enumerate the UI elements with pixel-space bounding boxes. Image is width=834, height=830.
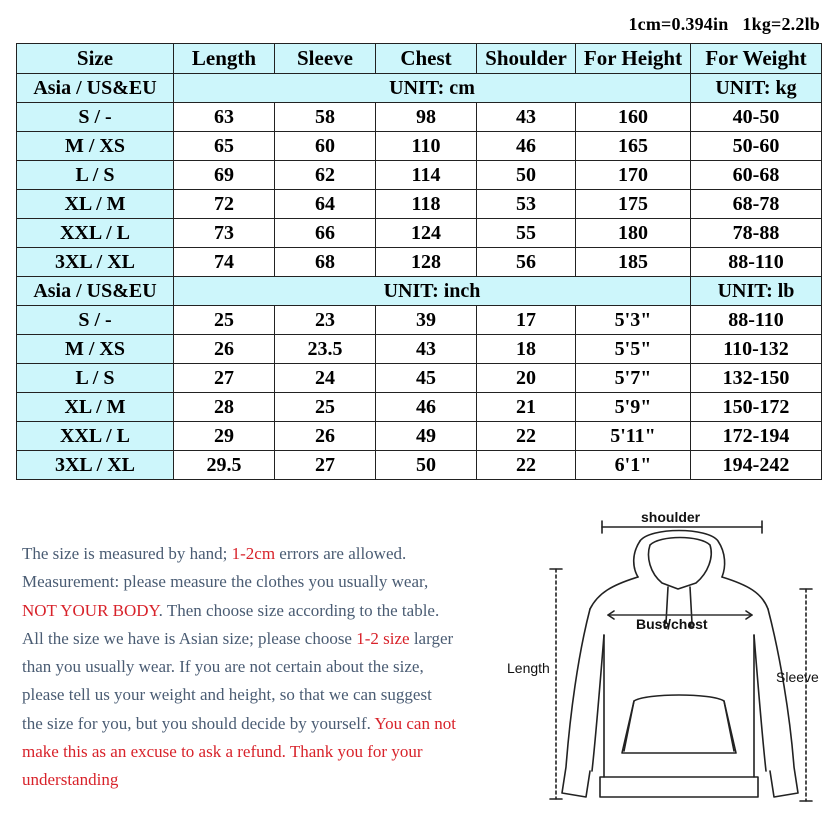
- table-cell: 17: [477, 306, 576, 335]
- table-cell: 68-78: [691, 190, 822, 219]
- table-cell: 20: [477, 364, 576, 393]
- note-line: [22, 597, 512, 625]
- note-text: please tell us your weight and height, so that we can suggest: [22, 685, 432, 705]
- table-cell: 25: [174, 306, 275, 335]
- note-text: errors are allowed.: [275, 544, 407, 563]
- table-cell: 50: [376, 451, 477, 480]
- table-cell: 66: [275, 219, 376, 248]
- table-cell: 98: [376, 103, 477, 132]
- table-cell: 18: [477, 335, 576, 364]
- table-cell: 110-132: [691, 335, 822, 364]
- table-cell: 50: [477, 161, 576, 190]
- table-cell: 88-110: [691, 306, 822, 335]
- table-cell: 43: [376, 335, 477, 364]
- table-cell: 165: [576, 132, 691, 161]
- table-cell: 60: [275, 132, 376, 161]
- table-cell: 26: [275, 422, 376, 451]
- note-line: [22, 540, 512, 568]
- table-cell: 5'9": [576, 393, 691, 422]
- note-text: larger: [409, 628, 454, 648]
- note-highlight: make this as an excuse to ask a refund. Thank you for your: [22, 742, 423, 762]
- table-row: [17, 161, 822, 190]
- note-line: [22, 653, 512, 681]
- region-label: Asia / US&EU: [17, 74, 174, 103]
- table-row: [17, 451, 822, 480]
- table-cell: 53: [477, 190, 576, 219]
- note-highlight: understanding: [22, 770, 119, 790]
- table-cell: 74: [174, 248, 275, 277]
- note-highlight: 1-2 size: [356, 628, 410, 648]
- table-cell: 6'1": [576, 451, 691, 480]
- table-cell: 60-68: [691, 161, 822, 190]
- table-cell: 26: [174, 335, 275, 364]
- table-cell: 50-60: [691, 132, 822, 161]
- table-cell: 22: [477, 422, 576, 451]
- note-text: The size is measured by hand;: [22, 544, 232, 563]
- table-cell: 58: [275, 103, 376, 132]
- header-length: Length: [174, 44, 275, 74]
- table-cell: 68: [275, 248, 376, 277]
- table-cell: 23: [275, 306, 376, 335]
- table-cell: 69: [174, 161, 275, 190]
- table-cell: 175: [576, 190, 691, 219]
- shoulder-label: shoulder: [641, 509, 701, 525]
- header-for-weight: For Weight: [691, 44, 822, 74]
- table-cell: 110: [376, 132, 477, 161]
- table-cell: 150-172: [691, 393, 822, 422]
- table-row: [17, 219, 822, 248]
- table-cell: 5'3": [576, 306, 691, 335]
- table-cell: 27: [174, 364, 275, 393]
- size-chart-table: [16, 43, 822, 480]
- table-row: [17, 335, 822, 364]
- note-line: [22, 625, 512, 653]
- sizing-notes: [22, 540, 512, 795]
- kg-lb-conversion: 1kg=2.2lb: [742, 14, 820, 34]
- table-cell: 49: [376, 422, 477, 451]
- header-shoulder: Shoulder: [477, 44, 576, 74]
- table-cell: 25: [275, 393, 376, 422]
- header-for-height: For Height: [576, 44, 691, 74]
- table-row: [17, 190, 822, 219]
- table-cell: 118: [376, 190, 477, 219]
- note-text: All the size we have is Asian size; please choose: [22, 628, 357, 648]
- table-cell: 73: [174, 219, 275, 248]
- table-cell: 43: [477, 103, 576, 132]
- table-cell: 46: [376, 393, 477, 422]
- table-cell: 27: [275, 451, 376, 480]
- size-cell: S / -: [17, 306, 174, 335]
- note-line: [22, 710, 512, 738]
- table-cell: 39: [376, 306, 477, 335]
- note-line: [22, 681, 512, 709]
- table-row: [17, 306, 822, 335]
- table-cell: 132-150: [691, 364, 822, 393]
- table-row: [17, 393, 822, 422]
- table-cell: 62: [275, 161, 376, 190]
- header-sleeve: Sleeve: [275, 44, 376, 74]
- measure-unit-label: UNIT: cm: [174, 74, 691, 103]
- table-row: [17, 248, 822, 277]
- size-cell: M / XS: [17, 132, 174, 161]
- table-cell: 64: [275, 190, 376, 219]
- sleeve-label: Sleeve: [776, 669, 819, 685]
- table-cell: 160: [576, 103, 691, 132]
- weight-unit-label: UNIT: kg: [691, 74, 822, 103]
- size-cell: M / XS: [17, 335, 174, 364]
- size-cell: L / S: [17, 364, 174, 393]
- table-cell: 45: [376, 364, 477, 393]
- size-cell: 3XL / XL: [17, 451, 174, 480]
- table-cell: 124: [376, 219, 477, 248]
- table-cell: 194-242: [691, 451, 822, 480]
- table-cell: 29: [174, 422, 275, 451]
- size-cell: L / S: [17, 161, 174, 190]
- table-cell: 40-50: [691, 103, 822, 132]
- table-cell: 65: [174, 132, 275, 161]
- hoodie-outline-icon: [500, 505, 834, 825]
- table-cell: 185: [576, 248, 691, 277]
- note-highlight: 1-2cm: [231, 544, 276, 563]
- table-cell: 172-194: [691, 422, 822, 451]
- size-cell: XL / M: [17, 393, 174, 422]
- bust-chest-label: Bust/chest: [636, 616, 708, 632]
- table-row: [17, 103, 822, 132]
- table-cell: 21: [477, 393, 576, 422]
- note-line: [22, 766, 512, 794]
- note-line: [22, 568, 512, 596]
- unit-row: [17, 74, 822, 103]
- table-cell: 78-88: [691, 219, 822, 248]
- table-cell: 5'7": [576, 364, 691, 393]
- table-cell: 22: [477, 451, 576, 480]
- size-cell: S / -: [17, 103, 174, 132]
- table-cell: 5'5": [576, 335, 691, 364]
- header-chest: Chest: [376, 44, 477, 74]
- table-cell: 114: [376, 161, 477, 190]
- note-line: [22, 738, 512, 766]
- cm-inch-conversion: 1cm=0.394in: [628, 14, 729, 34]
- table-row: [17, 132, 822, 161]
- measure-unit-label: UNIT: inch: [174, 277, 691, 306]
- table-cell: 5'11": [576, 422, 691, 451]
- hoodie-measurement-diagram: [500, 505, 834, 825]
- weight-unit-label: UNIT: lb: [691, 277, 822, 306]
- table-cell: 28: [174, 393, 275, 422]
- table-cell: 56: [477, 248, 576, 277]
- table-header-row: [17, 44, 822, 74]
- header-size: Size: [17, 44, 174, 74]
- note-highlight: NOT YOUR BODY: [22, 600, 159, 620]
- note-text: . Then choose size according to the table.: [158, 600, 440, 620]
- table-cell: 88-110: [691, 248, 822, 277]
- note-text: the size for you, but you should decide by yourself.: [22, 713, 375, 733]
- table-row: [17, 422, 822, 451]
- note-text: Measurement: please measure the clothes you usually wear,: [22, 572, 429, 592]
- table-cell: 46: [477, 132, 576, 161]
- table-cell: 72: [174, 190, 275, 219]
- size-cell: XL / M: [17, 190, 174, 219]
- table-cell: 23.5: [275, 335, 376, 364]
- table-cell: 180: [576, 219, 691, 248]
- unit-conversion: [614, 14, 820, 35]
- length-label: Length: [507, 660, 550, 676]
- table-cell: 55: [477, 219, 576, 248]
- table-cell: 128: [376, 248, 477, 277]
- size-cell: 3XL / XL: [17, 248, 174, 277]
- table-cell: 170: [576, 161, 691, 190]
- table-cell: 24: [275, 364, 376, 393]
- size-cell: XXL / L: [17, 422, 174, 451]
- note-highlight: You can not: [374, 713, 456, 733]
- table-cell: 29.5: [174, 451, 275, 480]
- table-cell: 63: [174, 103, 275, 132]
- unit-row: [17, 277, 822, 306]
- region-label: Asia / US&EU: [17, 277, 174, 306]
- table-body: [17, 74, 822, 480]
- table-row: [17, 364, 822, 393]
- note-text: than you usually wear. If you are not certain about the size,: [22, 657, 424, 677]
- size-cell: XXL / L: [17, 219, 174, 248]
